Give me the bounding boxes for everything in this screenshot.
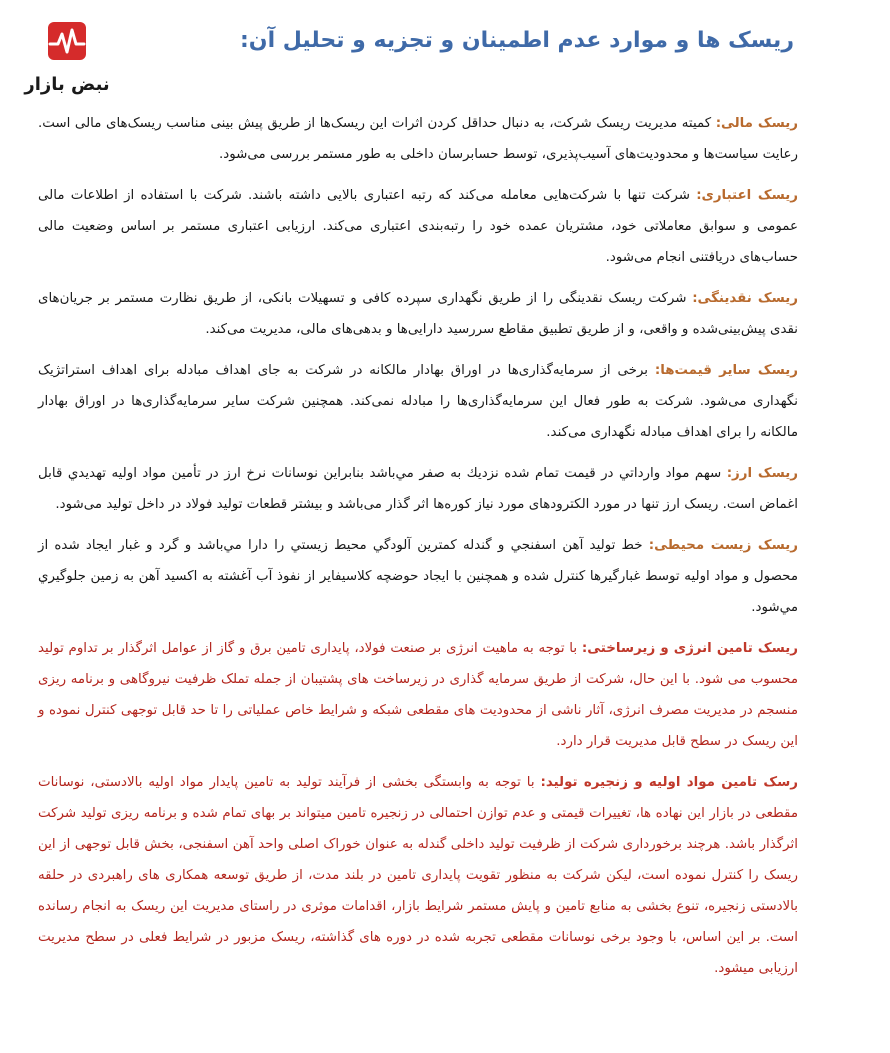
paragraph-heading: رسک تامین مواد اولیه و زنجیره تولید: (540, 775, 798, 790)
paragraph-text: سهم مواد وارداتي در قيمت تمام شده نزديك به صفر مي‌باشد بنابراين نوسانات نرخ ارز در تأمين مواد اوليه تهديدي قابل اغماض است. ریسک ارز تنها در مورد الکترودهای مورد نیاز کوره‌ها اثر گذار می‌باشد و بیشتر قطعات تولید فولاد در داخل تولید می‌شود. (38, 466, 798, 512)
paragraph-heading: ریسک مالی: (715, 116, 798, 131)
paragraph-text: کمیته مدیریت ریسک شرکت، به دنبال حداقل کردن اثرات این ریسک‌ها از طریق پیش بینی مناسب ریسک‌های مالی است. رعایت سیاست‌ها و محدودیت‌های آسیب‌پذیری، توسط حسابرسان داخلی به طور مستمر بررسی می‌شود. (38, 116, 798, 162)
paragraph-heading: ریسک نقدینگی: (692, 291, 798, 306)
paragraph-credit-risk (38, 180, 798, 273)
paragraph-energy-risk (38, 633, 798, 757)
paragraph-heading: ریسک سایر قیمت‌ها: (654, 363, 798, 378)
paragraph-heading: ریسک تامین انرژی و زیرساختی: (581, 641, 798, 656)
paragraph-heading: ریسک اعتباری: (696, 188, 798, 203)
paragraph-heading: ریسک ارز: (726, 466, 798, 481)
paragraph-currency-risk (38, 458, 798, 520)
paragraph-environmental-risk (38, 530, 798, 623)
paragraph-heading: ریسک زیست محیطی: (648, 538, 798, 553)
paragraph-financial-risk (38, 108, 798, 170)
paragraph-text: شرکت ریسک نقدینگی را از طریق نگهداری سپرده کافی و تسهیلات بانکی، از طریق نظارت مستمر بر جریان‌های نقدی پیش‌بینی‌شده و واقعی، و از طریق تطبیق مقاطع سررسید دارایی‌ها و بدهی‌های مالی، مدیریت می‌کند. (38, 291, 798, 337)
page-title: ریسک ها و موارد عدم اطمینان و تجزیه و تحلیل آن: (240, 28, 794, 53)
paragraph-text: شرکت تنها با شرکت‌هایی معامله می‌کند که رتبه اعتباری بالایی داشته باشند. شرکت با استفاده از اطلاعات مالی عمومی و سوابق معاملاتی خود، مشتریان عمده خود را رتبه‌بندی اعتباری می‌کند. ارزیابی اعتباری مستمر بر اساس وضعیت مالی حساب‌های دریافتنی انجام می‌شود. (38, 188, 798, 265)
pulse-icon (48, 22, 86, 60)
paragraph-text: با توجه به ماهیت انرژی بر صنعت فولاد، پایداری تامین برق و گاز از عوامل اثرگذار بر تداوم تولید محسوب می شود. با این حال، شرکت از طریق سرمایه گذاری در زیرساخت های پشتیبان از جمله تملک ظرفیت نیروگاهی و برنامه ریزی منسجم در مدیریت مصرف انرژی، آثار ناشی از محدودیت های مقطعی شبکه و شرایط خاص عملیاتی را تا حد قابل توجهی کنترل نموده و این ریسک در سطح قابل مدیریت قرار دارد. (38, 641, 798, 749)
paragraph-text: خط توليد آهن اسفنجي و گندله كمترين آلودگي محيط زيستي را دارا مي‌باشد و گرد و غبار ايجاد شده از محصول و مواد اوليه توسط غبارگيرها كنترل شده و همچنين با ايجاد حوضچه كلاسيفاير از نفوذ آب آغشته به اكسيد آهن به زمين جلوگيري مي‌شود. (38, 538, 798, 615)
document-body (38, 108, 798, 994)
paragraph-supply-chain-risk (38, 767, 798, 984)
paragraph-liquidity-risk (38, 283, 798, 345)
paragraph-other-price-risk (38, 355, 798, 448)
brand-logo-text: نبض بازار (24, 74, 110, 95)
brand-logo[interactable] (22, 22, 112, 104)
paragraph-text: برخی از سرمایه‌گذاری‌ها در اوراق بهادار مالکانه در شرکت به جای اهداف مبادله برای اهداف استراتژیک نگهداری می‌شود. شرکت به طور فعال این سرمایه‌گذاری‌ها را مبادله نمی‌کند. همچنین شرکت سایر سرمایه‌گذاری‌ها در اوراق بهادار مالکانه را برای اهداف مبادله نگهداری می‌کند. (38, 363, 798, 440)
paragraph-text: با توجه به وابستگی بخشی از فرآیند تولید به تامین پایدار مواد اولیه بالادستی، نوسانات مقطعی در بازار این نهاده ها، تغییرات قیمتی و عدم توازن احتمالی در زنجیره تامین میتواند بر بهای تمام شده و برنامه ریزی تولید شرکت اثرگذار باشد. هرچند برخورداری شرکت از ظرفیت تولید داخلی گندله به عنوان خوراک اصلی واحد آهن اسفنجی، بخش قابل توجهی از این ریسک را کنترل نموده است، لیکن شرکت به منظور تقویت پایداری تامین در بلند مدت، از طریق توسعه همکاری های راهبردی در حلقه بالادستی زنجیره، تنوع بخشی به منابع تامین و پایش مستمر شرایط بازار، اقدامات موثری در راستای مدیریت این ریسک به انجام رسانده است. بر این اساس، با وجود برخی نوسانات مقطعی تجربه شده در دوره های گذاشته، ریسک مزبور در شرایط فعلی در سطح مدیریت ارزیابی میشود. (38, 775, 798, 976)
